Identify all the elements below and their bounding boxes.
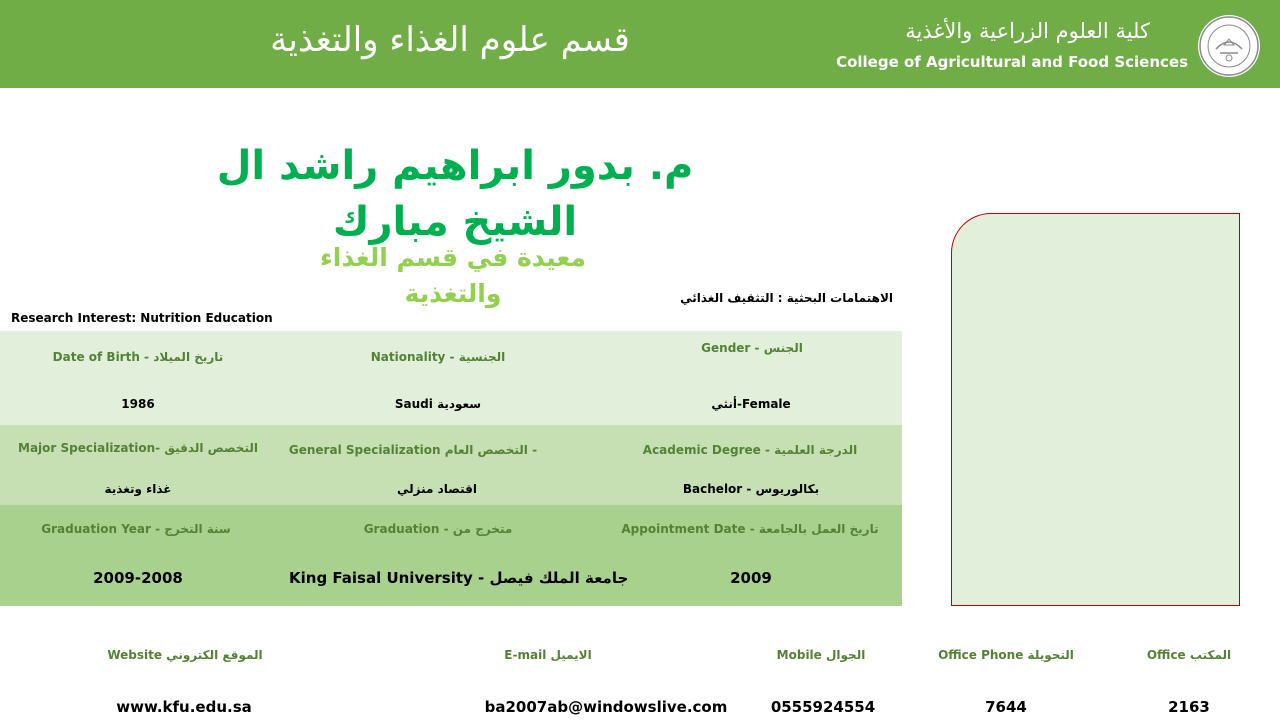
gender-label: Gender - الجنس (701, 341, 803, 355)
nationality-label: Nationality - الجنسية (370, 350, 506, 364)
research-interest-english: Research Interest: Nutrition Education (11, 311, 273, 325)
graduation-year-value: 2009-2008 (93, 569, 183, 587)
appointment-date-value: 2009 (730, 569, 772, 587)
academic-degree-value: Bachelor - بكالوريوس (682, 482, 820, 496)
general-specialization-label: General Specialization التخصص العام - (288, 443, 538, 457)
mobile-value: 0555924554 (770, 698, 876, 716)
appointment-date-label: Appointment Date - تاريخ العمل بالجامعة (621, 522, 879, 536)
email-label: E-mail الايميل (504, 648, 592, 662)
major-specialization-value: غذاء وتغذية (104, 482, 172, 496)
graduation-value: King Faisal University - جامعة الملك فيصل (289, 569, 629, 587)
faculty-name: م. بدور ابراهيم راشد ال الشيخ مبارك (216, 143, 694, 245)
nationality-value: Saudi سعودية (394, 397, 482, 411)
research-interest-arabic: الاهتمامات البحثية : التثقيف الغذائي (680, 291, 893, 305)
graduation-label: Graduation - متخرج من (363, 522, 513, 536)
photo-frame (951, 213, 1240, 606)
email-value[interactable]: ba2007ab@windowslive.com (484, 698, 728, 716)
university-seal-icon (1198, 15, 1260, 77)
academic-degree-label: Academic Degree - الدرجة العلمية (642, 443, 858, 457)
dob-label: Date of Birth - تاريخ الميلاد (52, 350, 224, 364)
info-row-personal (0, 331, 902, 425)
mobile-label: Mobile الجوال (776, 648, 866, 662)
office-phone-value: 7644 (985, 698, 1027, 716)
graduation-year-label: Graduation Year - سنة التخرج (41, 522, 231, 536)
college-name-arabic: كلية العلوم الزراعية والأغذية (905, 19, 1150, 43)
office-value: 2163 (1168, 698, 1210, 716)
website-link[interactable]: www.kfu.edu.sa (116, 698, 252, 716)
office-label: Office المكتب (1146, 648, 1232, 662)
dob-value: 1986 (121, 397, 155, 411)
info-row-employment (0, 505, 902, 606)
office-phone-label: Office Phone التحويلة (938, 648, 1074, 662)
department-title: قسم علوم الغذاء والتغذية (270, 20, 630, 60)
info-row-academic (0, 425, 902, 505)
gender-value: أنثي-Female (711, 397, 791, 411)
website-label: Website الموقع الكتروني (107, 648, 263, 662)
major-specialization-label: Major Specialization- التخصص الدقيق (18, 441, 258, 455)
general-specialization-value: اقتصاد منزلي (397, 482, 477, 496)
college-name-english: College of Agricultural and Food Sciences (836, 53, 1188, 71)
faculty-role: معيدة في قسم الغذاء والتغذية (319, 243, 587, 308)
